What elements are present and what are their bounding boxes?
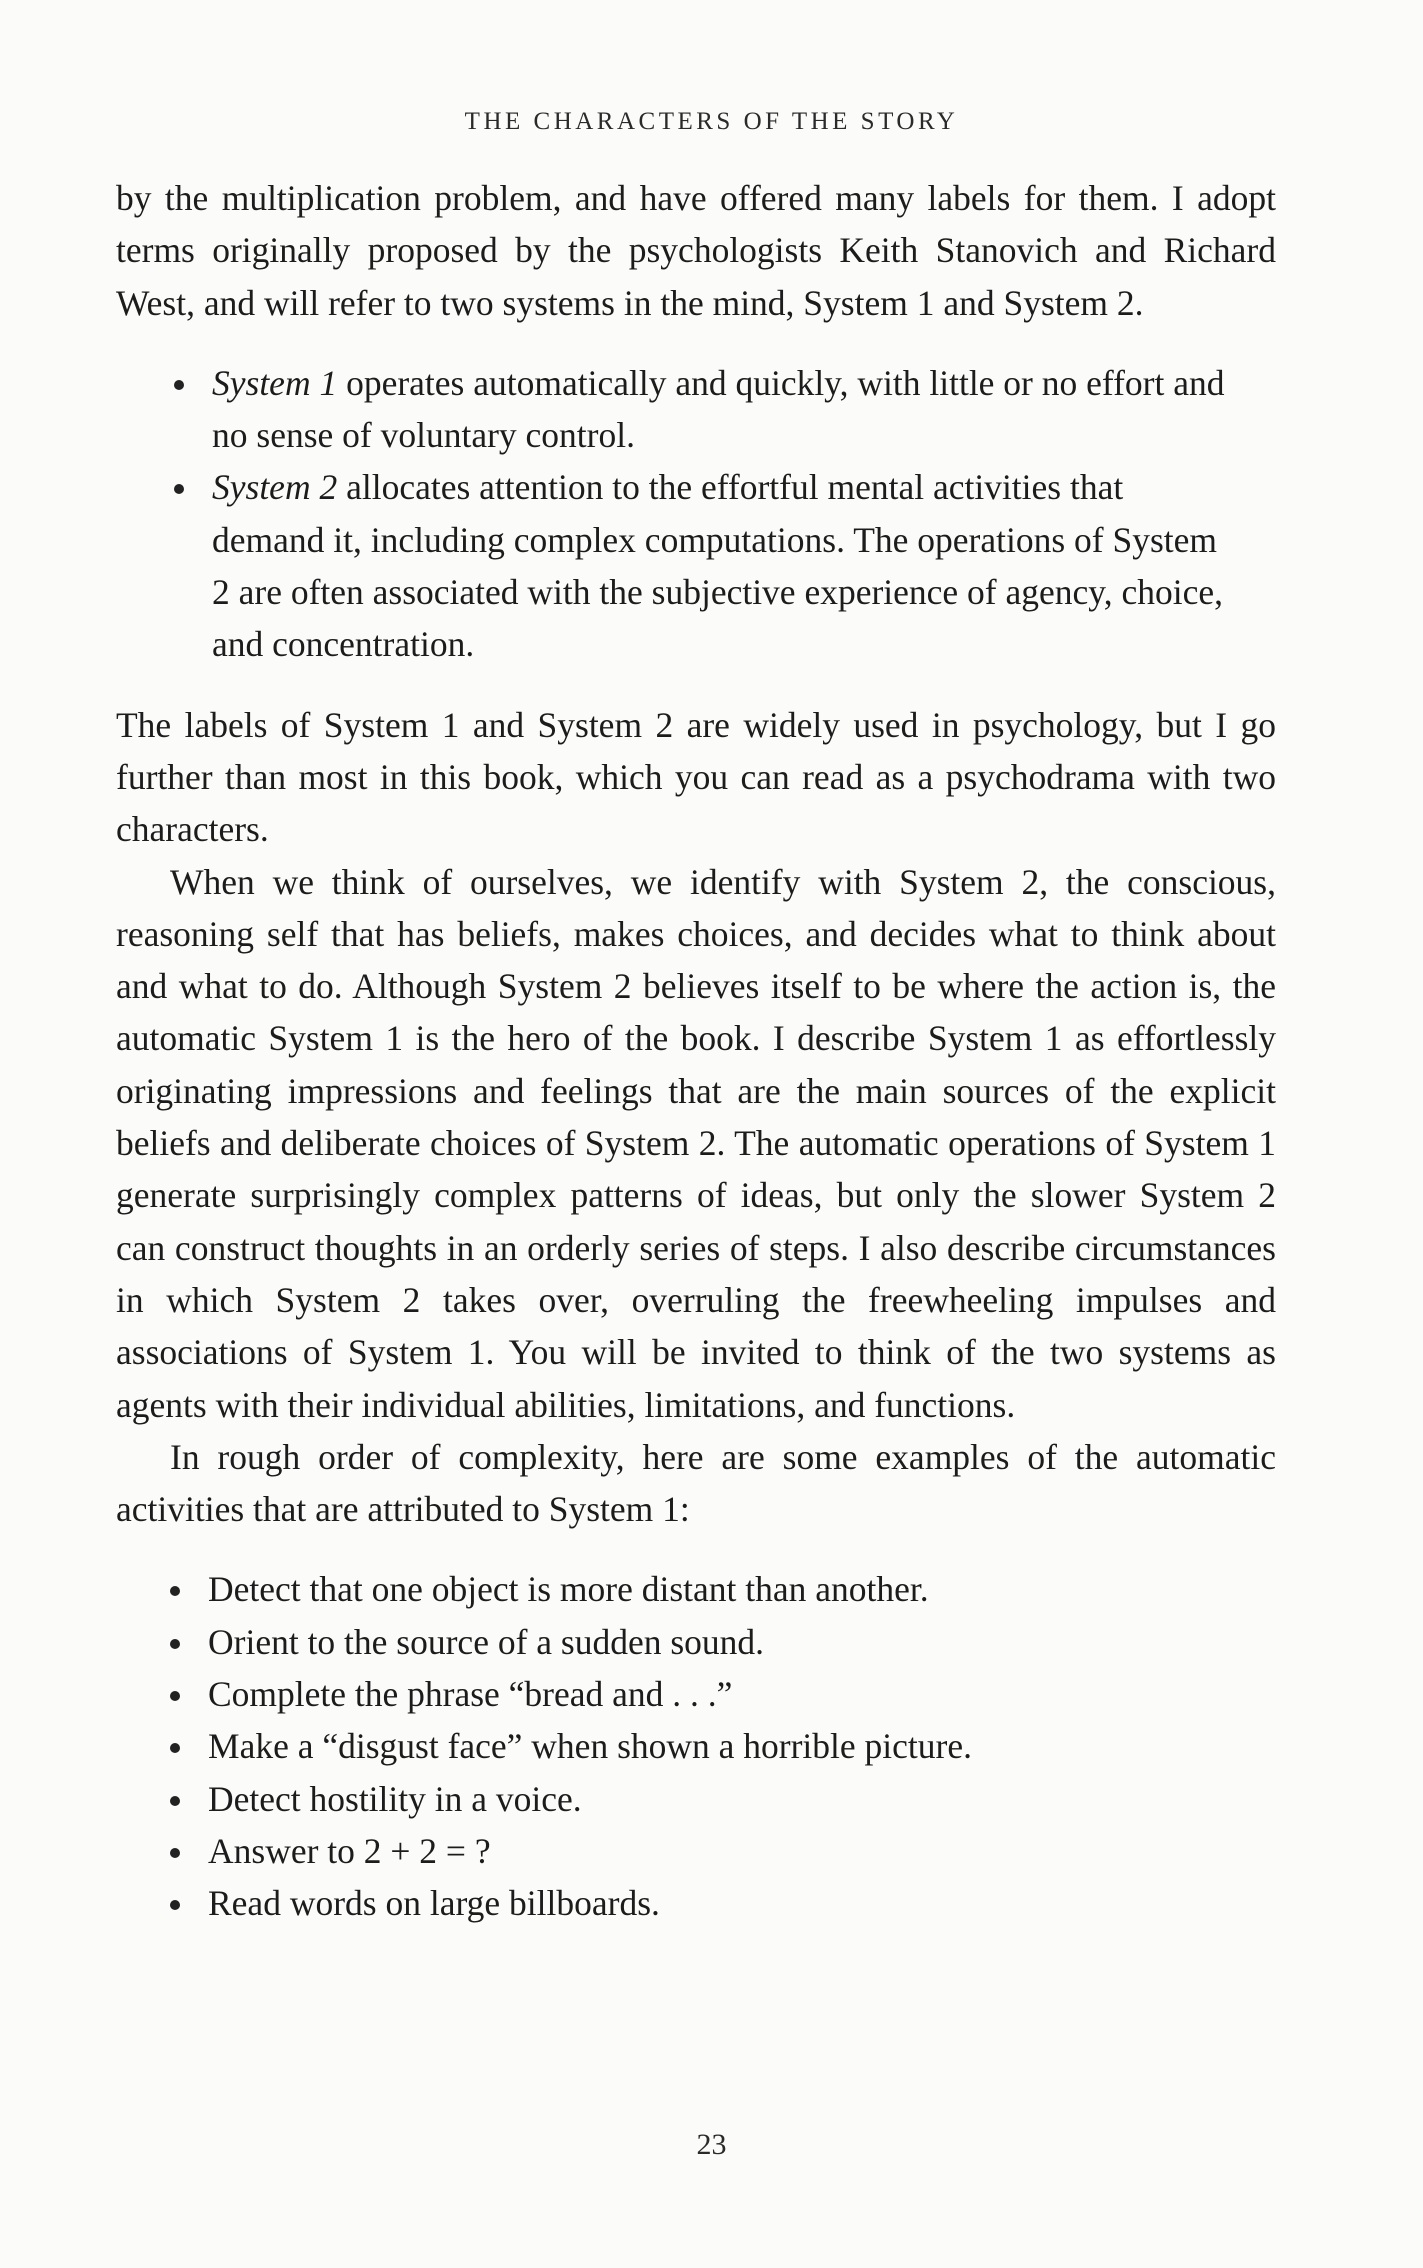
system-term: System 1 — [212, 362, 338, 403]
bullet-icon — [170, 1586, 180, 1596]
bullet-icon — [174, 380, 184, 390]
list-item — [208, 1668, 1276, 1720]
system-definition-item — [212, 357, 1276, 462]
list-item-text: Detect hostility in a voice. — [208, 1778, 582, 1819]
list-item-text: Orient to the source of a sudden sound. — [208, 1621, 765, 1662]
paragraph: When we think of ourselves, we identify with System 2, the conscious, reasoning self that has beliefs, makes choices, and decides what to think about and what to do. Although System 2 believes itself to be where the action is, the automatic System 1 is the hero of the book. I describe System 1 as effortlessly originating impressions and feelings that are the main sources of the explicit beliefs and deliberate choices of System 2. The automatic operations of System 1 generate surprisingly complex patterns of ideas, but only the slower System 2 can construct thoughts in an orderly series of steps. I also describe circumstances in which System 2 takes over, overruling the freewheeling impulses and associations of System 1. You will be invited to think of the two systems as agents with their individual abilities, limitations, and functions. — [116, 861, 1276, 1425]
list-item — [208, 1563, 1276, 1615]
list-item-text: Make a “disgust face” when shown a horrible picture. — [208, 1726, 972, 1767]
system-definitions-list — [116, 357, 1276, 671]
bullet-icon — [170, 1639, 180, 1649]
automatic-activities-list — [116, 1563, 1276, 1929]
system-term: System 2 — [212, 467, 338, 508]
list-item — [208, 1825, 1276, 1877]
bullet-icon — [174, 484, 184, 494]
intro-paragraph: by the multiplication problem, and have offered many labels for them. I adopt terms originally proposed by the psychologists Keith Stanovich and Richard West, and will refer to two systems in the mind, System 1 and System 2. — [116, 178, 1276, 323]
list-item — [208, 1720, 1276, 1772]
bullet-icon — [170, 1848, 180, 1858]
list-item — [208, 1877, 1276, 1929]
list-item — [208, 1773, 1276, 1825]
bullet-icon — [170, 1743, 180, 1753]
bullet-icon — [170, 1691, 180, 1701]
paragraph: The labels of System 1 and System 2 are widely used in psychology, but I go further than most in this book, which you can read as a psychodrama with two characters. — [116, 704, 1276, 850]
list-item — [208, 1616, 1276, 1668]
list-item-text: Complete the phrase “bread and . . .” — [208, 1674, 733, 1715]
paragraph: In rough order of complexity, here are some examples of the automatic activities that are attributed to System 1: — [116, 1436, 1276, 1530]
list-item-text: Read words on large billboards. — [208, 1883, 660, 1924]
page-number: 23 — [696, 2128, 727, 2161]
bullet-icon — [170, 1796, 180, 1806]
system-definition-text: operates automatically and quickly, with little or no effort and no sense of voluntary control. — [212, 362, 1225, 456]
system-definition-item — [212, 461, 1276, 670]
list-item-text: Detect that one object is more distant than another. — [208, 1569, 929, 1610]
body-text — [116, 172, 1276, 1930]
running-head: THE CHARACTERS OF THE STORY — [464, 108, 959, 135]
list-item-text: Answer to 2 + 2 = ? — [208, 1830, 491, 1871]
system-definition-text: allocates attention to the effortful mental activities that demand it, including complex computations. The operations of System 2 are often associated with the subjective experience of agency, choice, and concentration. — [212, 467, 1223, 665]
bullet-icon — [170, 1900, 180, 1910]
